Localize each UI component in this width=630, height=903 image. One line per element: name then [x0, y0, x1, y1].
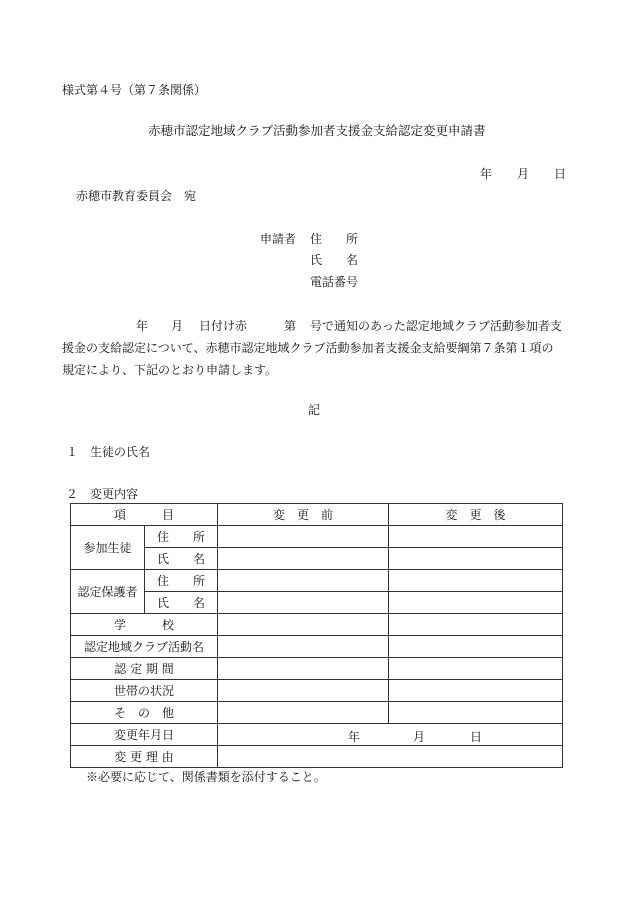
guardian-label: 認定保護者 — [71, 570, 145, 614]
attachment-note: ※必要に応じて、関係書類を添付すること。 — [86, 770, 326, 784]
body-line-2: 援金の支給認定について、赤穂市認定地域クラブ活動参加者支援金支給要綱第７条第１項の — [62, 341, 554, 355]
section-1-heading: １ 生徒の氏名 — [66, 445, 151, 459]
addressee: 赤穂市教育委員会 宛 — [76, 189, 197, 203]
student-name-before[interactable] — [218, 548, 389, 570]
change-date-label: 変更年月日 — [71, 724, 218, 746]
table-row — [71, 724, 563, 746]
body-line-1: 年 月 日付け赤 第 号で通知のあった認定地域クラブ活動参加者支 — [136, 319, 562, 333]
student-label: 参加生徒 — [71, 526, 145, 570]
form-number: 様式第４号（第７条関係） — [62, 83, 207, 97]
reason-label: 変 更 理 由 — [71, 746, 218, 768]
applicant-address-label: 住 所 — [310, 232, 359, 246]
body-paragraph — [62, 315, 572, 381]
student-address-before[interactable] — [218, 526, 389, 548]
student-name-label: 氏 名 — [145, 548, 218, 570]
table-row — [71, 702, 563, 724]
applicant-phone-label: 電話番号 — [310, 275, 359, 289]
guardian-name-before[interactable] — [218, 592, 389, 614]
table-row — [71, 746, 563, 768]
household-after[interactable] — [389, 680, 563, 702]
table-row — [71, 526, 563, 548]
change-date-year: 年 — [348, 730, 361, 744]
club-after[interactable] — [389, 636, 563, 658]
date-month: 月 — [517, 167, 530, 181]
school-after[interactable] — [389, 614, 563, 636]
table-row — [71, 614, 563, 636]
period-before[interactable] — [218, 658, 389, 680]
other-label: そ の 他 — [71, 702, 218, 724]
guardian-address-label: 住 所 — [145, 570, 218, 592]
club-label: 認定地域クラブ活動名 — [71, 636, 218, 658]
date-year: 年 — [480, 167, 493, 181]
header-item: 項 目 — [71, 504, 218, 526]
table-row — [71, 548, 563, 570]
school-label: 学 校 — [71, 614, 218, 636]
change-date-day: 日 — [470, 730, 483, 744]
table-row — [71, 658, 563, 680]
header-after: 変 更 後 — [389, 504, 563, 526]
table-row — [71, 570, 563, 592]
table-row — [71, 680, 563, 702]
header-before: 変 更 前 — [218, 504, 389, 526]
other-before[interactable] — [218, 702, 389, 724]
guardian-address-before[interactable] — [218, 570, 389, 592]
date-day: 日 — [554, 167, 567, 181]
household-label: 世帯の状況 — [71, 680, 218, 702]
change-date-month: 月 — [413, 730, 426, 744]
period-label: 認 定 期 間 — [71, 658, 218, 680]
table-header-row — [71, 504, 563, 526]
period-after[interactable] — [389, 658, 563, 680]
ki-heading: 記 — [308, 403, 321, 417]
document-title: 赤穂市認定地域クラブ活動参加者支援金支給認定変更申請書 — [148, 123, 486, 138]
student-name-after[interactable] — [389, 548, 563, 570]
table-row — [71, 592, 563, 614]
section-2-heading: ２ 変更内容 — [66, 487, 139, 501]
reason-value[interactable] — [218, 746, 563, 768]
student-address-label: 住 所 — [145, 526, 218, 548]
guardian-address-after[interactable] — [389, 570, 563, 592]
other-after[interactable] — [389, 702, 563, 724]
household-before[interactable] — [218, 680, 389, 702]
change-table — [70, 503, 563, 768]
table-row — [71, 636, 563, 658]
applicant-name-label: 氏 名 — [310, 253, 359, 267]
school-before[interactable] — [218, 614, 389, 636]
body-line-3: 規定により、下記のとおり申請します。 — [62, 363, 278, 377]
applicant-label: 申請者 — [260, 232, 297, 246]
guardian-name-label: 氏 名 — [145, 592, 218, 614]
club-before[interactable] — [218, 636, 389, 658]
guardian-name-after[interactable] — [389, 592, 563, 614]
change-date-value[interactable] — [218, 724, 563, 746]
student-address-after[interactable] — [389, 526, 563, 548]
